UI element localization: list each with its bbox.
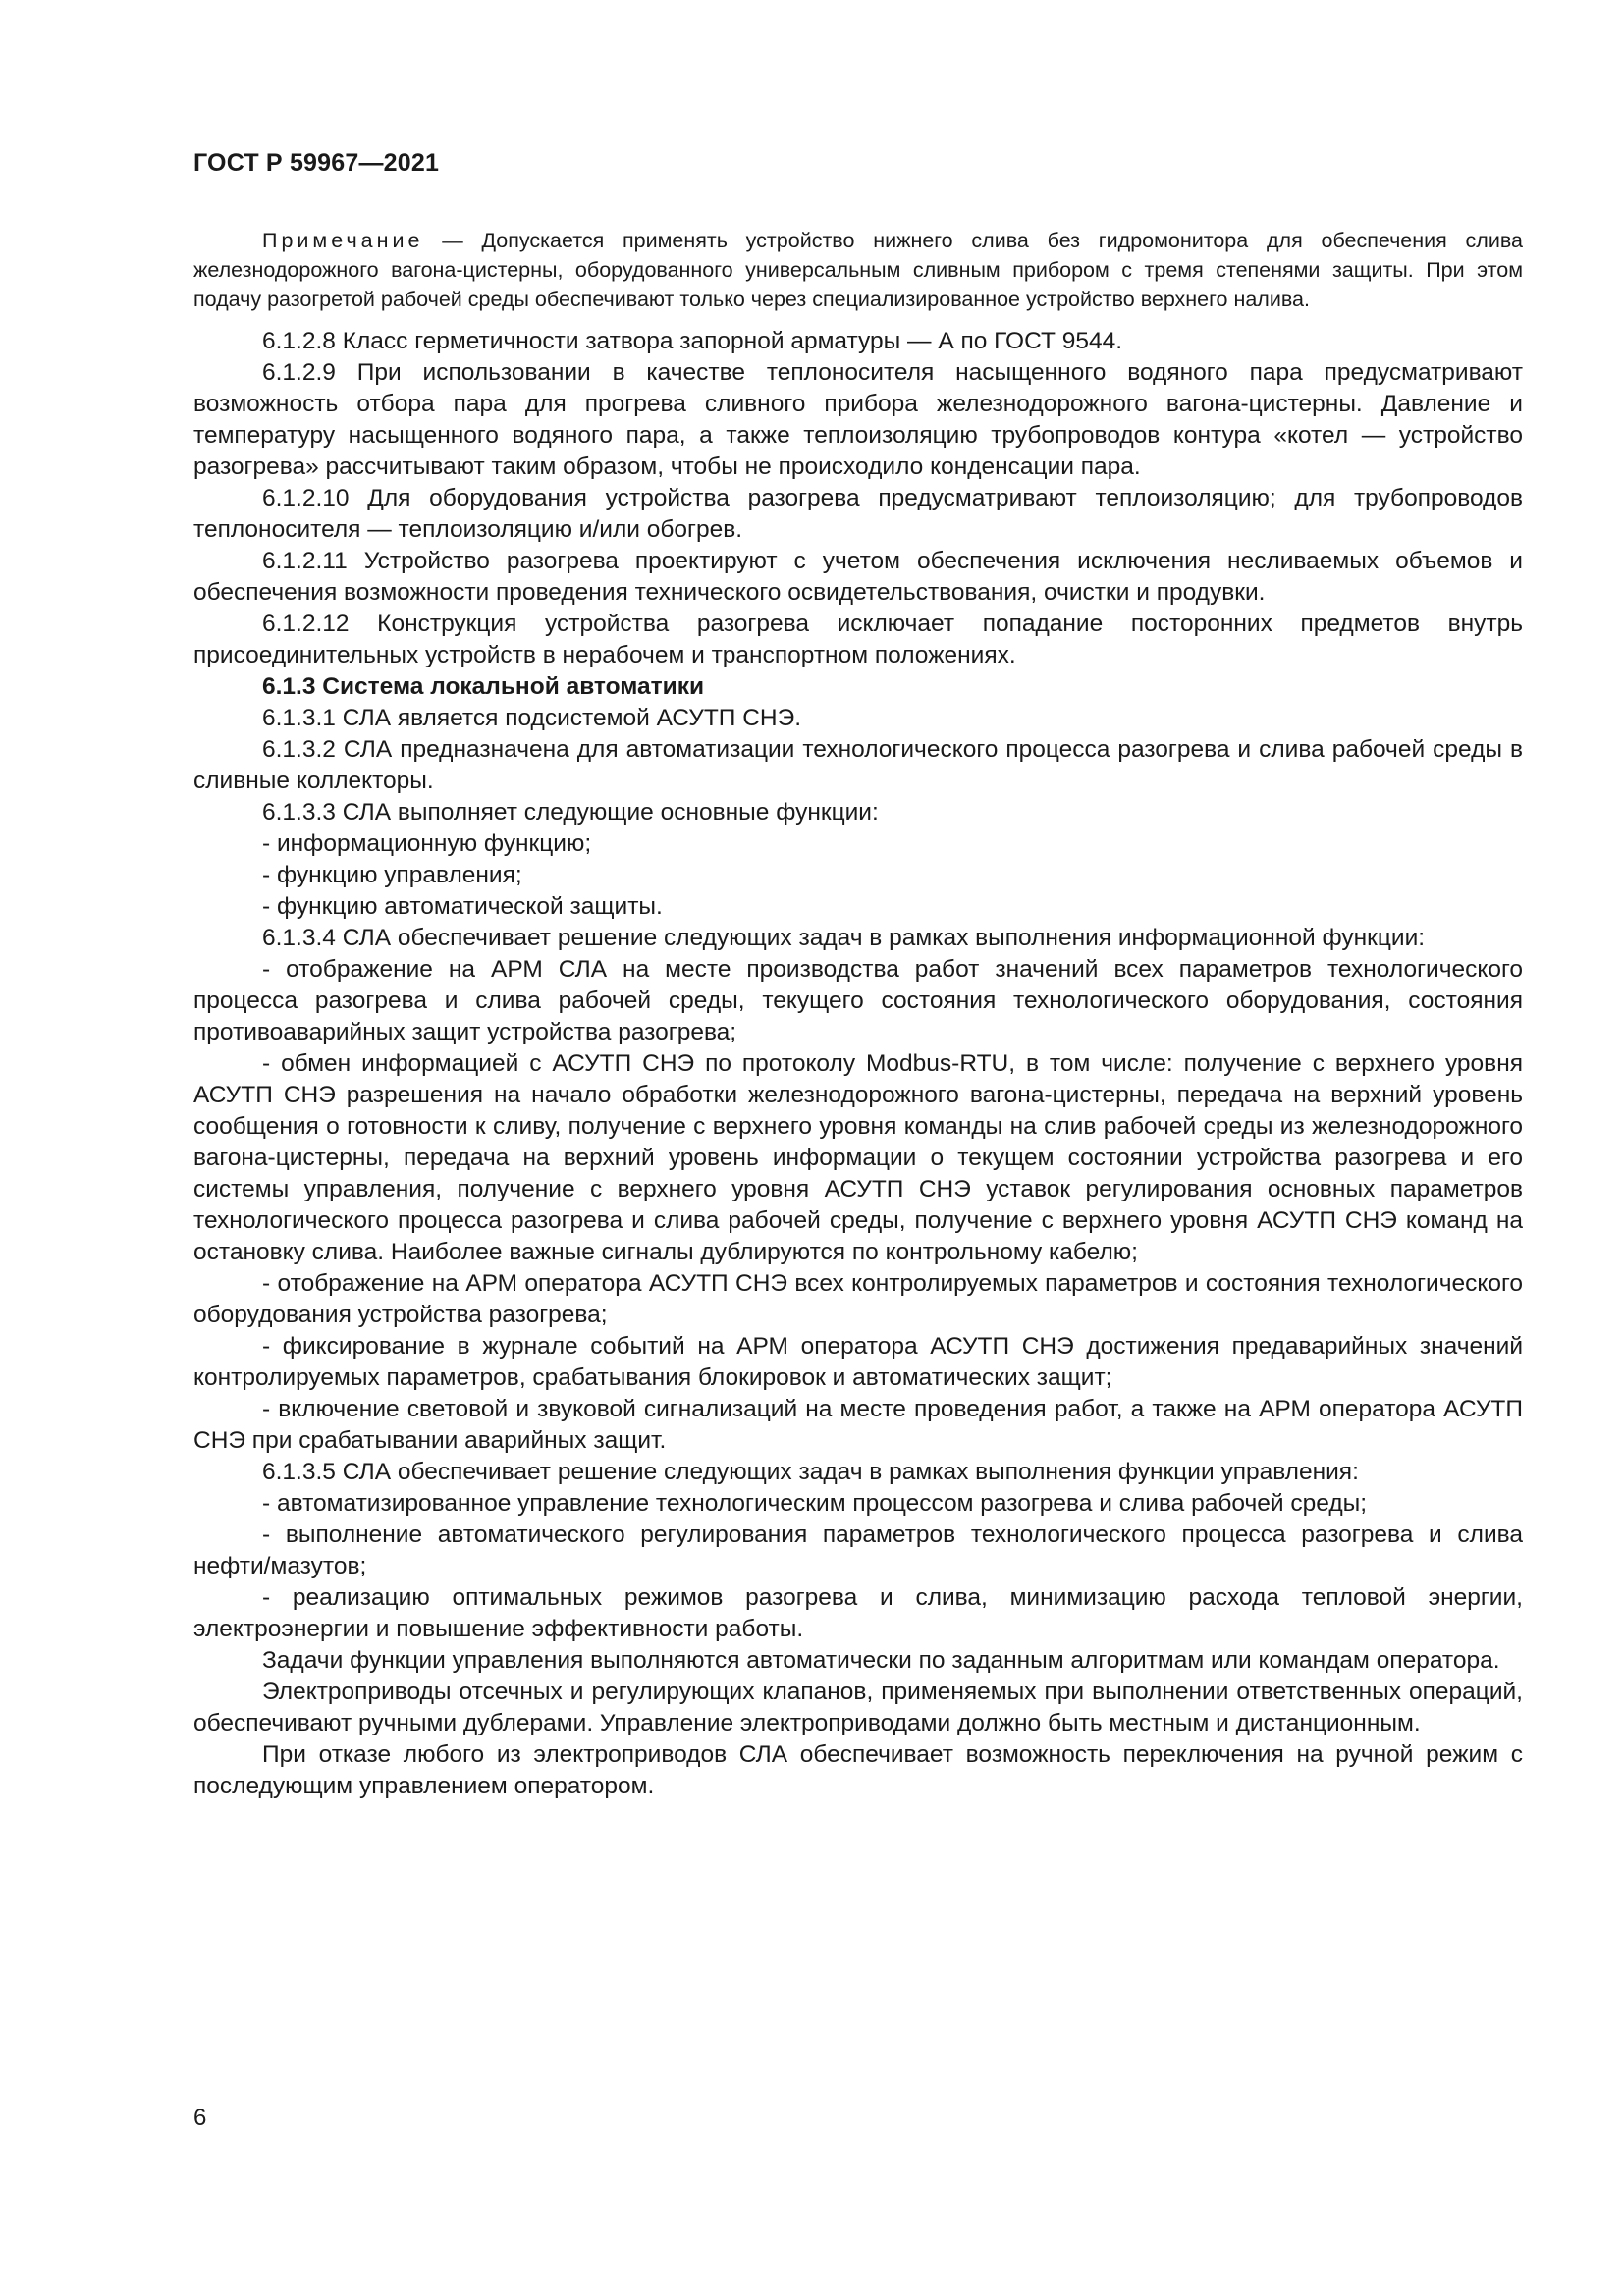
section-heading-6-1-3: 6.1.3 Система локальной автоматики [262, 673, 705, 700]
body-paragraph: При отказе любого из электроприводов СЛА обеспечивает возможность переключения на ручной режим с последующим управлением оператором. [193, 1741, 1523, 1799]
clause-6-1-2-10: 6.1.2.10 Для оборудования устройства разогрева предусматривают теплоизоляцию; для трубопроводов теплоносителя — теплоизоляцию и/или обогрев. [193, 485, 1523, 543]
list-item: - фиксирование в журнале событий на АРМ оператора АСУТП СНЭ достижения предаварийных значений контролируемых параметров, срабатывания блокировок и автоматических защит; [193, 1333, 1523, 1391]
clause-6-1-2-12: 6.1.2.12 Конструкция устройства разогрева исключает попадание посторонних предметов внутрь присоединительных устройств в нерабочем и транспортном положениях. [193, 611, 1523, 668]
list-item: - информационную функцию; [262, 830, 592, 857]
note-label: Примечание [262, 229, 424, 252]
standard-code-header: ГОСТ Р 59967—2021 [193, 149, 440, 177]
body-paragraph: Задачи функции управления выполняются автоматически по заданным алгоритмам или командам оператора. [262, 1647, 1500, 1674]
list-item: - функцию управления; [262, 862, 522, 888]
list-item: - включение световой и звуковой сигнализаций на месте проведения работ, а также на АРМ оператора АСУТП СНЭ при срабатывании аварийных защит. [193, 1396, 1523, 1454]
list-item: - отображение на АРМ СЛА на месте производства работ значений всех параметров технологического процесса разогрева и слива рабочей среды, текущего состояния технологического оборудования, состояния противоаварийных защит устройства разогрева; [193, 956, 1523, 1045]
list-item: - автоматизированное управление технологическим процессом разогрева и слива рабочей среды; [262, 1490, 1368, 1517]
clause-6-1-3-5: 6.1.3.5 СЛА обеспечивает решение следующих задач в рамках выполнения функции управления: [262, 1459, 1359, 1485]
clause-6-1-3-4: 6.1.3.4 СЛА обеспечивает решение следующих задач в рамках выполнения информационной функции: [262, 925, 1426, 951]
list-item: - отображение на АРМ оператора АСУТП СНЭ всех контролируемых параметров и состояния технологического оборудования устройства разогрева; [193, 1270, 1523, 1328]
list-item: - функцию автоматической защиты. [262, 893, 663, 920]
clause-6-1-2-11: 6.1.2.11 Устройство разогрева проектируют с учетом обеспечения исключения несливаемых объемов и обеспечения возможности проведения технического освидетельствования, очистки и продувки. [193, 548, 1523, 606]
clause-6-1-3-3: 6.1.3.3 СЛА выполняет следующие основные функции: [262, 799, 879, 826]
list-item: - выполнение автоматического регулирования параметров технологического процесса разогрева и слива нефти/мазутов; [193, 1522, 1523, 1579]
page-number: 6 [193, 2105, 207, 2131]
body-paragraph: Электроприводы отсечных и регулирующих клапанов, применяемых при выполнении ответственных операций, обеспечивают ручными дублерами. Управление электроприводами должно быть местным и дистанционным. [193, 1679, 1523, 1736]
clause-6-1-3-2: 6.1.3.2 СЛА предназначена для автоматизации технологического процесса разогрева и слива рабочей среды в сливные коллекторы. [193, 736, 1523, 794]
clause-6-1-2-9: 6.1.2.9 При использовании в качестве теплоносителя насыщенного водяного пара предусматривают возможность отбора пара для прогрева сливного прибора железнодорожного вагона-цистерны. Давление и температуру насыщенного водяного пара, а также теплоизоляцию трубопроводов контура «котел — устройство разогрева» рассчитывают таким образом, чтобы не происходило конденсации пара. [193, 359, 1523, 480]
clause-6-1-2-8: 6.1.2.8 Класс герметичности затвора запорной арматуры — А по ГОСТ 9544. [262, 328, 1123, 354]
list-item: - обмен информацией с АСУТП СНЭ по протоколу Modbus-RTU, в том числе: получение с верхнего уровня АСУТП СНЭ разрешения на начало обработки железнодорожного вагона-цистерны, передача на верхний уровень сообщения о готовности к сливу, получение с верхнего уровня команды на слив рабочей среды из железнодорожного вагона-цистерны, передача на верхний уровень информации о текущем состоянии устройства разогрева и его системы управления, получение с верхнего уровня АСУТП СНЭ уставок регулирования основных параметров технологического процесса разогрева и слива рабочей среды, получение с верхнего уровня АСУТП СНЭ команд на остановку слива. Наиболее важные сигналы дублируются по контрольному кабелю; [193, 1050, 1523, 1265]
note-paragraph [193, 226, 1523, 314]
list-item: - реализацию оптимальных режимов разогрева и слива, минимизацию расхода тепловой энергии, электроэнергии и повышение эффективности работы. [193, 1584, 1523, 1642]
document-body [193, 226, 1523, 1802]
note-text: — Допускается применять устройство нижнего слива без гидромонитора для обеспечения слива железнодорожного вагона-цистерны, оборудованного универсальным сливным прибором с тремя степенями защиты. При этом подачу разогретой рабочей среды обеспечивают только через специализированное устройство верхнего налива. [193, 229, 1523, 311]
clause-6-1-3-1: 6.1.3.1 СЛА является подсистемой АСУТП СНЭ. [262, 705, 802, 731]
